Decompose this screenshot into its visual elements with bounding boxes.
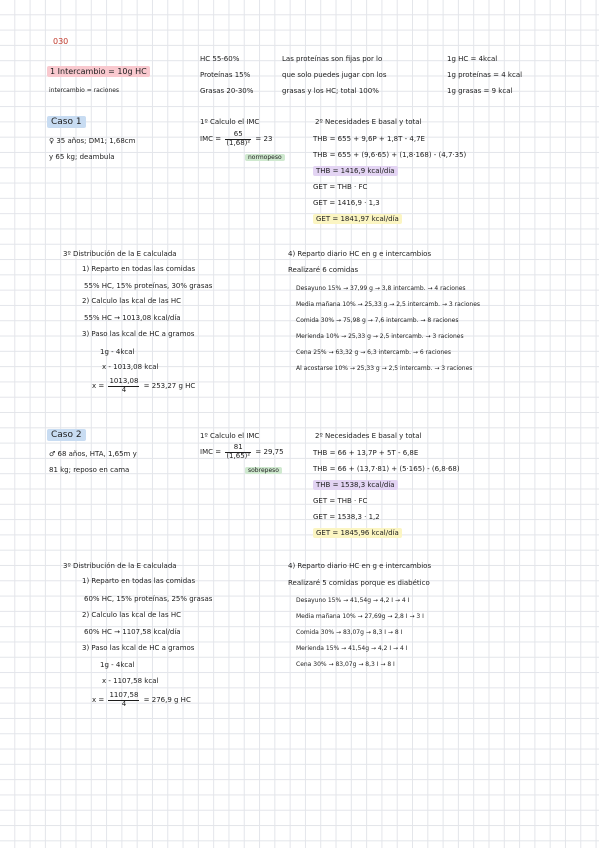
macro-grasas: Grasas 20-30% xyxy=(200,87,254,95)
caso1-dist-step-1: 1) Reparto en todas las comidas xyxy=(82,265,196,273)
caso1-dist-title: 3º Distribución de la E calculada xyxy=(63,250,177,258)
imc-fraction xyxy=(225,131,251,147)
caso2-dist-step-3: 3) Paso las kcal de HC a gramos xyxy=(82,644,195,652)
caso2-dist-step-1-detail: 60% HC, 15% proteínas, 25% grasas xyxy=(84,595,213,603)
caso1-get-substitution: GET = 1416,9 · 1,3 xyxy=(313,199,380,207)
caso2-dist-step-1: 1) Reparto en todas las comidas xyxy=(82,577,196,585)
caso1-rep-title: 4) Reparto diario HC en g e intercambios xyxy=(288,250,432,258)
caso2-dist-title: 3º Distribución de la E calculada xyxy=(63,562,177,570)
caso2-dist-step-2-detail: 60% HC → 1107,58 kcal/día xyxy=(84,628,181,636)
caso2-imc-title: 1º Calculo el IMC xyxy=(200,432,260,440)
imc-denominator: (1,68)² xyxy=(226,138,251,147)
imc-numerator: 81 xyxy=(225,444,251,453)
caso1-get-result: GET = 1841,97 kcal/día xyxy=(313,216,402,224)
caso1-rep-row: Merienda 10% → 25,33 g → 2,5 intercamb. → 3 raciones xyxy=(296,333,464,340)
kcal-proteinas: 1g proteínas = 4 kcal xyxy=(447,71,523,79)
caso2-get-result: GET = 1845,96 kcal/día xyxy=(313,530,402,538)
caso1-imc-class: normopeso xyxy=(245,155,285,162)
x-lhs: x = xyxy=(92,382,105,391)
caso2-title: Caso 2 xyxy=(47,431,86,441)
imc-numerator: 65 xyxy=(225,131,251,140)
caso1-thb-formula: THB = 655 + 9,6P + 1,8T - 4,7E xyxy=(313,135,425,143)
note-line-1: Las proteínas son fijas por lo xyxy=(282,55,383,63)
caso2-thb-substitution: THB = 66 + (13,7·81) + (5·165) - (6,8·68) xyxy=(313,465,460,473)
x-lhs: x = xyxy=(92,696,105,705)
caso2-desc-1: ♂ 68 años, HTA, 1,65m y xyxy=(49,450,137,458)
caso1-rep-row: Cena 25% → 63,32 g → 6,3 intercamb. → 6 raciones xyxy=(296,349,451,356)
caso1-rep-subtitle: Realizaré 6 comidas xyxy=(288,266,359,274)
caso1-rep-row: Desayuno 15% → 37,99 g → 3,8 intercamb. → 4 raciones xyxy=(296,285,466,292)
x-fraction xyxy=(108,378,139,394)
caso2-thb-formula: THB = 66 + 13,7P + 5T - 6,8E xyxy=(313,449,419,457)
note-line-3: grasas y los HC; total 100% xyxy=(282,87,379,95)
caso2-imc-class: sobrepeso xyxy=(245,468,282,475)
caso1-title: Caso 1 xyxy=(47,118,86,128)
caso2-rep-row: Merienda 15% → 41,54g → 4,2 I → 4 I xyxy=(296,645,408,652)
caso1-dist-step-3-rule-1: 1g - 4kcal xyxy=(100,348,135,356)
caso1-dist-step-3-rule-2: x - 1013,08 kcal xyxy=(102,363,159,371)
x-numerator: 1107,58 xyxy=(109,691,139,699)
caso1-imc-formula xyxy=(200,131,272,147)
caso2-get-formula: GET = THB · FC xyxy=(313,497,368,505)
intercambio-note: intercambio = raciones xyxy=(49,87,120,94)
macro-proteinas: Proteínas 15% xyxy=(200,71,251,79)
x-denominator: 4 xyxy=(121,699,127,708)
caso1-thb-substitution: THB = 655 + (9,6·65) + (1,8·168) - (4,7·35) xyxy=(313,151,467,159)
caso1-thb-result: THB = 1416,9 kcal/día xyxy=(313,168,398,176)
caso2-get-substitution: GET = 1538,3 · 1,2 xyxy=(313,513,380,521)
caso1-dist-step-2-detail: 55% HC → 1013,08 kcal/día xyxy=(84,314,181,322)
x-result: = 253,27 g HC xyxy=(143,382,196,391)
caso2-rep-title: 4) Reparto diario HC en g e intercambios xyxy=(288,562,432,570)
caso2-rep-row: Desayuno 15% → 41,54g → 4,2 I → 4 I xyxy=(296,597,410,604)
imc-denominator: (1,65)² xyxy=(226,451,251,460)
caso1-dist-step-3: 3) Paso las kcal de HC a gramos xyxy=(82,330,195,338)
macro-hc: HC 55-60% xyxy=(200,55,240,63)
caso2-dist-step-3-rule-1: 1g - 4kcal xyxy=(100,661,135,669)
caso1-imc-title: 1º Calculo el IMC xyxy=(200,118,260,126)
caso2-dist-step-2: 2) Calculo las kcal de las HC xyxy=(82,611,181,619)
x-denominator: 4 xyxy=(121,385,127,394)
caso2-rep-row: Comida 30% → 83,07g → 8,3 I → 8 I xyxy=(296,629,403,636)
imc-result: = 29,75 xyxy=(255,448,284,457)
caso1-desc-1: ♀ 35 años; DM1; 1,68cm xyxy=(49,137,136,145)
caso1-desc-2: y 65 kg; deambula xyxy=(49,153,115,161)
intercambio-definition xyxy=(47,68,150,77)
caso1-rep-row: Media mañana 10% → 25,33 g → 2,5 intercamb. → 3 raciones xyxy=(296,301,481,308)
intercambio-highlight: 1 Intercambio = 10g HC xyxy=(47,66,150,77)
caso1-rep-row: Comida 30% → 75,98 g → 7,6 intercamb. → 8 raciones xyxy=(296,317,459,324)
caso1-ne-title: 2º Necesidades E basal y total xyxy=(315,118,422,126)
note-line-2: que solo puedes jugar con los xyxy=(282,71,387,79)
kcal-hc: 1g HC = 4kcal xyxy=(447,55,498,63)
x-fraction xyxy=(108,692,139,708)
x-numerator: 1013,08 xyxy=(109,377,139,385)
kcal-grasas: 1g grasas = 9 kcal xyxy=(447,87,513,95)
caso1-dist-calc xyxy=(92,378,195,394)
imc-fraction xyxy=(225,444,251,460)
caso2-ne-title: 2º Necesidades E basal y total xyxy=(315,432,422,440)
page-number: 030 xyxy=(53,37,69,46)
imc-lhs: IMC = xyxy=(200,135,222,144)
caso1-dist-step-2: 2) Calculo las kcal de las HC xyxy=(82,297,181,305)
imc-lhs: IMC = xyxy=(200,448,222,457)
imc-result: = 23 xyxy=(255,135,273,144)
caso1-get-formula: GET = THB · FC xyxy=(313,183,368,191)
caso2-rep-subtitle: Realizaré 5 comidas porque es diabético xyxy=(288,579,430,587)
caso2-imc-formula xyxy=(200,444,284,460)
caso1-rep-row: Al acostarse 10% → 25,33 g → 2,5 intercamb. → 3 raciones xyxy=(296,365,473,372)
caso2-dist-calc xyxy=(92,692,191,708)
x-result: = 276,9 g HC xyxy=(143,696,191,705)
caso2-rep-row: Cena 30% → 83,07g → 8,3 I → 8 I xyxy=(296,661,395,668)
caso2-desc-2: 81 kg; reposo en cama xyxy=(49,466,130,474)
caso2-rep-row: Media mañana 10% → 27,69g → 2,8 I → 3 I xyxy=(296,613,424,620)
caso2-dist-step-3-rule-2: x - 1107,58 kcal xyxy=(102,677,159,685)
caso1-dist-step-1-detail: 55% HC, 15% proteínas, 30% grasas xyxy=(84,282,213,290)
caso2-thb-result: THB = 1538,3 kcal/día xyxy=(313,482,398,490)
